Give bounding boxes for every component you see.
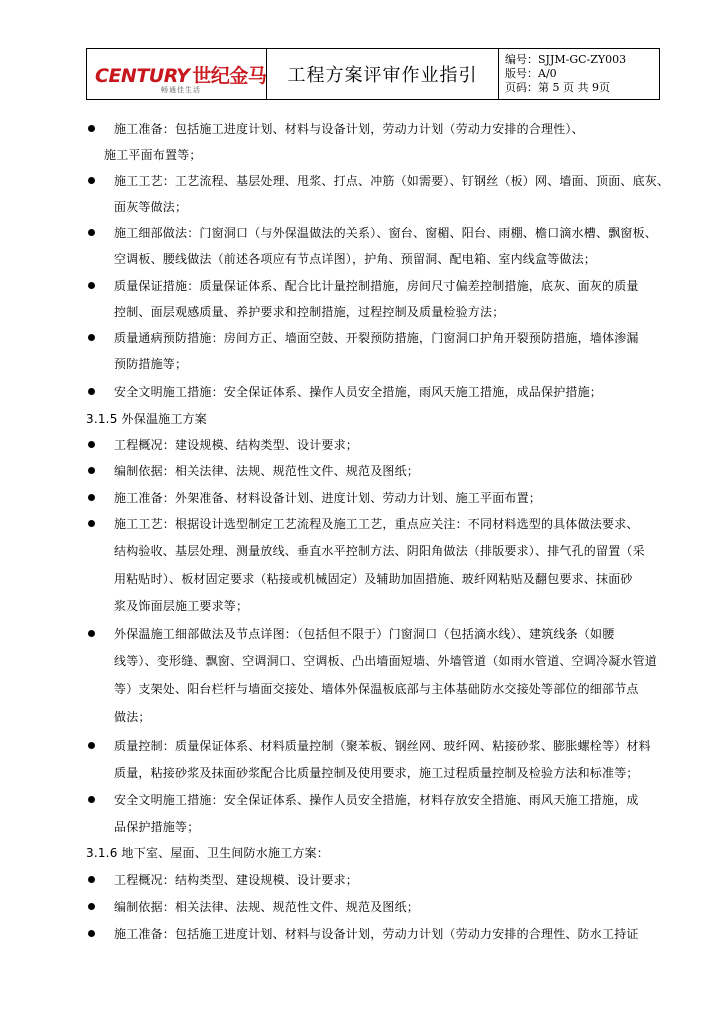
body-line: 等）支架处、阳台栏杆与墙面交接处、墙体外保温板底部与主体基础防水交接处等部位的细部节点 [114, 682, 639, 696]
page-number: 页码：第 5 页 共 9页 [505, 81, 610, 94]
bullet-icon [88, 520, 95, 527]
logo [87, 49, 267, 99]
bullet-icon [88, 742, 95, 749]
body-line: 施工准备：外架准备、材料设备计划、进度计划、劳动力计划、施工平面布置； [114, 491, 542, 505]
body-line: 施工工艺：根据设计选型制定工艺流程及施工工艺，重点应关注：不同材料选型的具体做法要求、 [114, 517, 639, 531]
body-line: 编制依据：相关法律、法规、规范性文件、规范及图纸； [114, 464, 420, 478]
body-line: 工程概况：结构类型、建设规模、设计要求； [114, 873, 359, 887]
body-line: 编制依据：相关法律、法规、规范性文件、规范及图纸； [114, 900, 420, 914]
bullet-icon [88, 177, 95, 184]
body-line: 做法； [114, 710, 151, 724]
document-version: 版号：A/0 [505, 67, 557, 80]
bullet-icon [88, 876, 95, 883]
body-line: 安全文明施工措施：安全保证体系、操作人员安全措施，雨风天施工措施，成品保护措施； [114, 385, 603, 399]
body-line: 质量通病预防措施：房间方正、墙面空鼓、开裂预防措施，门窗洞口护角开裂预防措施，墙体渗漏 [114, 331, 639, 345]
document-info [499, 49, 659, 99]
body-line: 质量保证措施：质量保证体系、配合比计量控制措施，房间尺寸偏差控制措施，底灰、面灰的质量 [114, 279, 639, 293]
bullet-icon [88, 630, 95, 637]
logo-tagline: 畅通佳生活 [161, 86, 201, 94]
body-line: 质量控制：质量保证体系、材料质量控制（聚苯板、钢丝网、玻纤网、粘接砂浆、膨胀螺栓等）材料 [114, 739, 651, 753]
logo-wordmark [95, 61, 266, 88]
body-line: 线等）、变形缝、飘窗、空调洞口、空调板、凸出墙面短墙、外墙管道（如雨水管道、空调冷凝水管道 [114, 654, 658, 668]
document-code: 编号：SJJM-GC-ZY003 [505, 53, 627, 66]
bullet-icon [88, 441, 95, 448]
bullet-icon [88, 334, 95, 341]
bullet-icon [88, 282, 95, 289]
bullet-icon [88, 930, 95, 937]
body-line: 浆及饰面层施工要求等； [114, 599, 249, 613]
logo-cn: 世纪金马 [192, 65, 267, 87]
body-line: 3.1.5 外保温施工方案 [86, 412, 207, 426]
body-line: 施工准备：包括施工进度计划、材料与设备计划，劳动力计划（劳动力安排的合理性、防水工持证 [114, 927, 639, 941]
body-line: 品保护措施等； [114, 820, 200, 834]
bullet-icon [88, 494, 95, 501]
body-line: 施工细部做法：门窗洞口（与外保温做法的关系）、窗台、窗楣、阳台、雨棚、檐口滴水槽、飘窗板、 [114, 226, 658, 240]
body-line: 控制、面层观感质量、养护要求和控制措施，过程控制及质量检验方法； [114, 305, 505, 319]
bullet-icon [88, 796, 95, 803]
bullet-icon [88, 467, 95, 474]
bullet-icon [88, 903, 95, 910]
body-line: 质量，粘接砂浆及抹面砂浆配合比质量控制及使用要求，施工过程质量控制及检验方法和标准等； [114, 766, 639, 780]
body-line: 施工平面布置等； [104, 148, 202, 162]
body-line: 用粘贴时）、板材固定要求（粘接或机械固定）及辅助加固措施、玻纤网粘贴及翻包要求、抹面砂 [114, 572, 633, 586]
body-line: 外保温施工细部做法及节点详图：（包括但不限于）门窗洞口（包括滴水线）、建筑线条（如腰 [114, 627, 615, 641]
body-line: 空调板、腰线做法（前述各项应有节点详图），护角、预留洞、配电箱、室内线盒等做法； [114, 252, 597, 266]
body-line: 预防措施等； [114, 357, 188, 371]
body-line: 施工工艺：工艺流程、基层处理、甩浆、打点、冲筋（如需要）、钉钢丝（板）网、墙面、顶面、底灰、 [114, 174, 670, 188]
body-line: 施工准备：包括施工进度计划、材料与设备计划，劳动力计划（劳动力安排的合理性）、 [114, 122, 584, 136]
body-line: 3.1.6 地下室、屋面、卫生间防水施工方案： [86, 846, 329, 860]
bullet-icon [88, 229, 95, 236]
logo-en: CENTURY [95, 65, 190, 87]
body-line: 安全文明施工措施：安全保证体系、操作人员安全措施，材料存放安全措施、雨风天施工措施，成 [114, 793, 639, 807]
document-title: 工程方案评审作业指引 [267, 49, 499, 99]
bullet-icon [88, 125, 95, 132]
document-header [86, 48, 660, 100]
body-line: 面灰等做法； [114, 200, 188, 214]
body-line: 结构验收、基层处理、测量放线、垂直水平控制方法、阴阳角做法（排版要求）、排气孔的留置（采 [114, 544, 645, 558]
bullet-icon [88, 388, 95, 395]
body-line: 工程概况：建设规模、结构类型、设计要求； [114, 438, 359, 452]
